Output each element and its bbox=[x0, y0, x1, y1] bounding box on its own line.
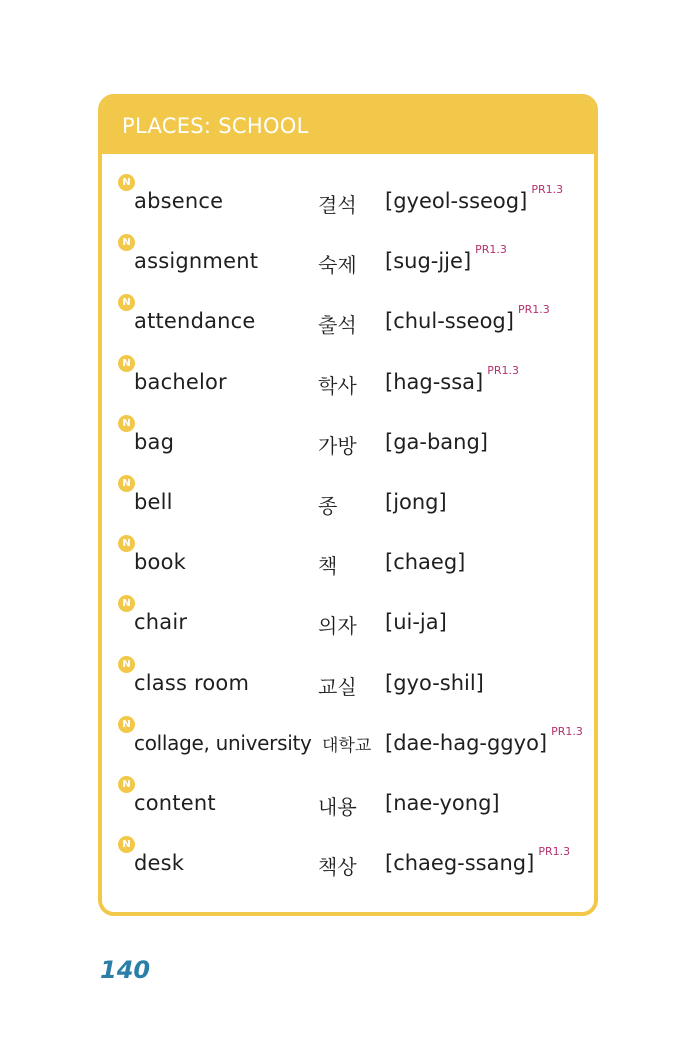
list-item bbox=[102, 234, 594, 294]
section-title: PLACES: SCHOOL bbox=[122, 114, 309, 138]
korean-word: 학사 bbox=[318, 373, 357, 398]
english-word: attendance bbox=[134, 309, 256, 334]
english-word: chair bbox=[134, 610, 188, 635]
list-item bbox=[102, 415, 594, 475]
romanization bbox=[385, 183, 564, 213]
entry-list bbox=[102, 174, 594, 896]
english-word: bachelor bbox=[134, 369, 227, 394]
pronunciation-rule-tag: PR1.3 bbox=[551, 724, 583, 738]
romanization-text: [ui-ja] bbox=[385, 610, 447, 635]
pronunciation-rule-tag: PR1.3 bbox=[531, 183, 564, 196]
english-word: assignment bbox=[134, 249, 259, 274]
romanization bbox=[385, 303, 550, 334]
romanization bbox=[385, 363, 520, 394]
list-item bbox=[102, 355, 594, 415]
english-word: absence bbox=[134, 189, 224, 213]
english-word: collage, university bbox=[134, 730, 312, 755]
korean-word: 결석 bbox=[318, 193, 357, 217]
romanization-text: [gyeol-sseog] bbox=[385, 189, 528, 213]
romanization-text: [ga-bang] bbox=[385, 429, 489, 454]
pronunciation-rule-tag: PR1.3 bbox=[475, 243, 507, 257]
korean-word: 책상 bbox=[318, 855, 357, 880]
list-item bbox=[102, 475, 594, 535]
pronunciation-rule-tag: PR1.3 bbox=[538, 845, 571, 859]
english-word: bag bbox=[134, 429, 175, 454]
romanization bbox=[385, 845, 571, 876]
romanization bbox=[385, 791, 504, 815]
english-word: bell bbox=[134, 489, 173, 514]
list-item bbox=[102, 656, 594, 716]
romanization-text: [nae-yong] bbox=[385, 790, 500, 815]
noun-badge-icon: N bbox=[118, 595, 135, 612]
noun-badge-icon: N bbox=[118, 174, 135, 191]
romanization bbox=[385, 610, 451, 634]
korean-word: 숙제 bbox=[318, 253, 357, 278]
noun-badge-icon: N bbox=[118, 355, 135, 372]
romanization bbox=[385, 490, 451, 514]
pronunciation-rule-tag: PR1.3 bbox=[487, 363, 520, 377]
english-word: book bbox=[134, 550, 186, 575]
list-item bbox=[102, 836, 594, 896]
english-word: content bbox=[134, 790, 216, 815]
korean-word: 대학교 bbox=[322, 735, 372, 756]
korean-word: 교실 bbox=[318, 674, 357, 699]
list-item bbox=[102, 595, 594, 655]
romanization bbox=[385, 724, 583, 755]
romanization-text: [hag-ssa] bbox=[385, 369, 484, 394]
noun-badge-icon: N bbox=[118, 535, 135, 552]
list-item bbox=[102, 716, 594, 776]
noun-badge-icon: N bbox=[118, 776, 135, 793]
noun-badge-icon: N bbox=[118, 656, 135, 673]
romanization-text: [chul-sseog] bbox=[385, 309, 514, 334]
list-item bbox=[102, 294, 594, 354]
romanization-text: [gyo-shil] bbox=[385, 670, 484, 695]
romanization bbox=[385, 430, 492, 454]
romanization-text: [dae-hag-ggyo] bbox=[385, 730, 548, 755]
korean-word: 책 bbox=[318, 554, 338, 579]
list-item bbox=[102, 535, 594, 595]
korean-word: 가방 bbox=[318, 433, 357, 458]
list-item bbox=[102, 776, 594, 836]
romanization-text: [chaeg] bbox=[385, 550, 466, 575]
card-header bbox=[102, 98, 594, 154]
noun-badge-icon: N bbox=[118, 475, 135, 492]
noun-badge-icon: N bbox=[118, 234, 135, 251]
korean-word: 의자 bbox=[318, 614, 357, 639]
korean-word: 종 bbox=[318, 493, 338, 518]
noun-badge-icon: N bbox=[118, 836, 135, 853]
romanization bbox=[385, 243, 507, 274]
noun-badge-icon: N bbox=[118, 716, 135, 733]
korean-word: 출석 bbox=[318, 313, 357, 338]
romanization-text: [jong] bbox=[385, 489, 447, 514]
romanization-text: [sug-jje] bbox=[385, 249, 472, 274]
vocabulary-card bbox=[98, 94, 598, 916]
english-word: desk bbox=[134, 851, 185, 876]
noun-badge-icon: N bbox=[118, 294, 135, 311]
romanization bbox=[385, 671, 488, 695]
noun-badge-icon: N bbox=[118, 415, 135, 432]
english-word: class room bbox=[134, 670, 250, 695]
romanization-text: [chaeg-ssang] bbox=[385, 851, 535, 876]
romanization bbox=[385, 550, 469, 574]
page-number: 140 bbox=[100, 956, 151, 984]
pronunciation-rule-tag: PR1.3 bbox=[517, 303, 550, 317]
korean-word: 내용 bbox=[318, 794, 357, 819]
list-item bbox=[102, 174, 594, 234]
